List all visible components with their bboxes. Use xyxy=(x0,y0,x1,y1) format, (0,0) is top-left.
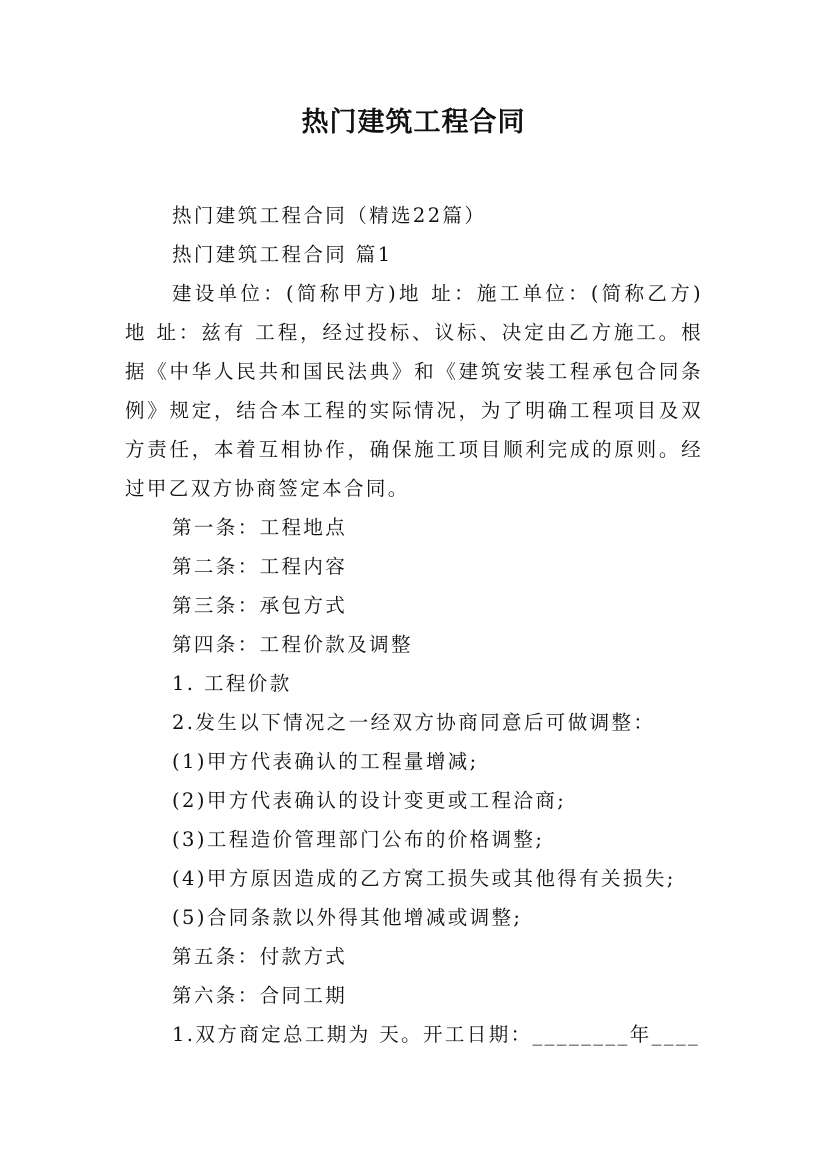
article-2-heading: 第二条：工程内容 xyxy=(172,555,348,578)
list-item: (2)甲方代表确认的设计变更或工程洽商; xyxy=(172,789,567,812)
article-4-heading: 第四条：工程价款及调整 xyxy=(172,633,413,656)
article-5-heading: 第五条：付款方式 xyxy=(172,945,348,968)
document-body xyxy=(125,196,703,1054)
article-1-heading: 第一条：工程地点 xyxy=(172,516,348,539)
section-heading: 热门建筑工程合同 篇1 xyxy=(172,243,393,266)
list-item: (4)甲方原因造成的乙方窝工损失或其他得有关损失; xyxy=(172,867,676,890)
article-3-heading: 第三条：承包方式 xyxy=(172,594,348,617)
list-item: 2.发生以下情况之一经双方协商同意后可做调整： xyxy=(172,711,656,734)
list-item: (3)工程造价管理部门公布的价格调整; xyxy=(172,828,545,851)
document-title: 热门建筑工程合同 xyxy=(301,107,526,138)
list-item: 1.双方商定总工期为 天。开工日期：________年____ xyxy=(172,1023,701,1046)
list-item: 1. 工程价款 xyxy=(172,672,292,695)
list-item: (5)合同条款以外得其他增减或调整; xyxy=(172,906,523,929)
article-6-heading: 第六条：合同工期 xyxy=(172,984,348,1007)
list-item: (1)甲方代表确认的工程量增减; xyxy=(172,750,479,773)
subtitle-line: 热门建筑工程合同（精选22篇） xyxy=(172,204,487,227)
intro-paragraph: 建设单位：(简称甲方)地 址：施工单位：(简称乙方) 地 址：兹有 工程，经过投标、议标、决定由乙方施工。根据《中华人民共和国民法典》和《建筑安装工程承包合同条例》规定，结合本工程的实际情况，为了明确工程项目及双方责任，本着互相协作，确保施工项目顺利完成的原则。经过甲乙双方协商签定本合同。 xyxy=(125,282,703,500)
